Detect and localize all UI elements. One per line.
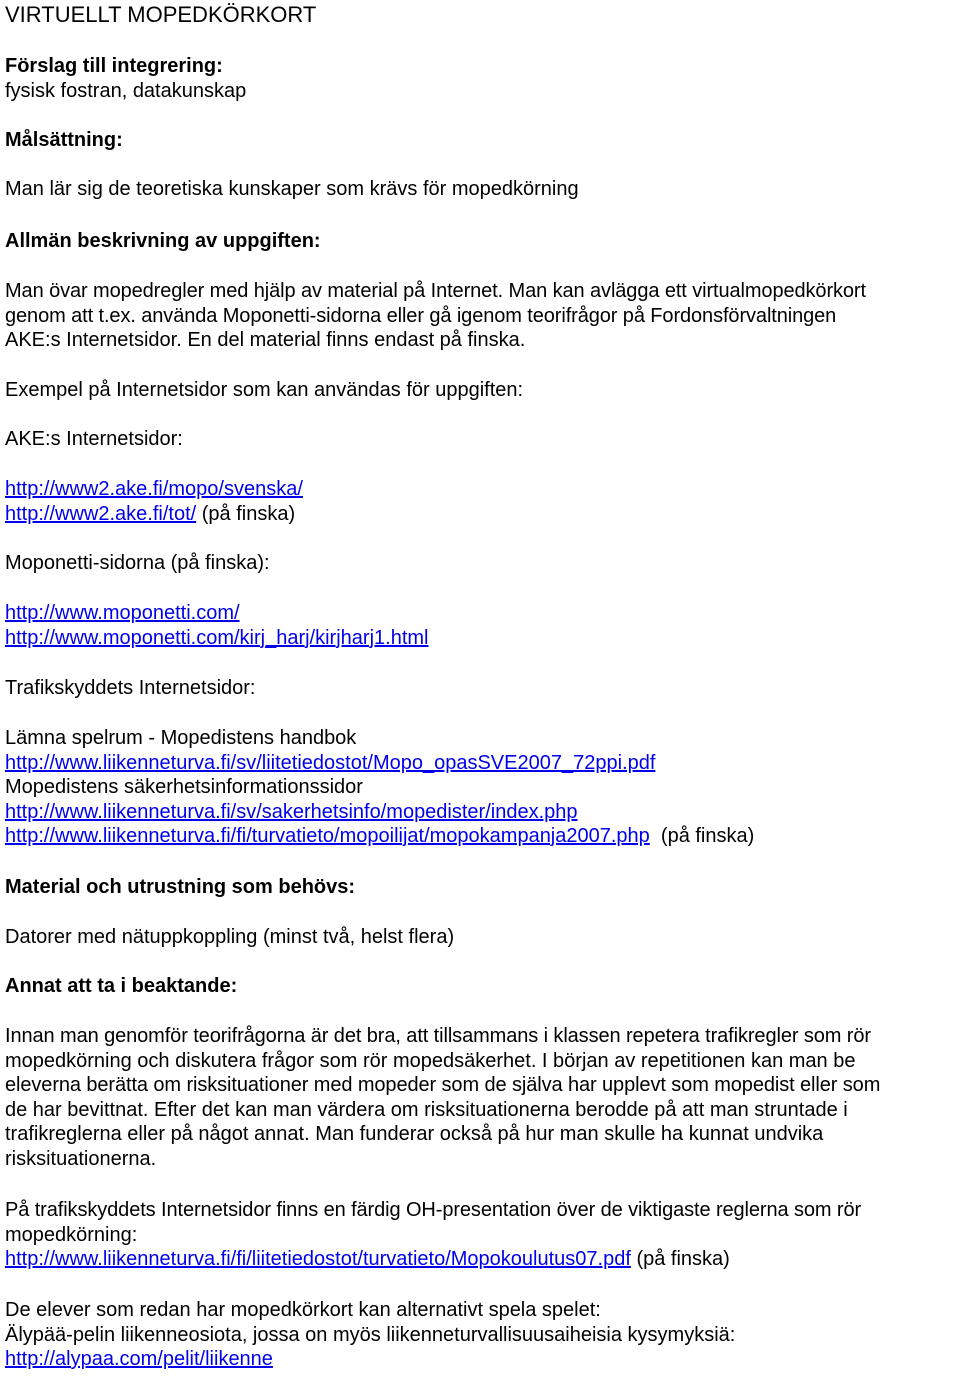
ake-label: AKE:s Internetsidor:: [5, 428, 183, 450]
oh-line: mopedkörning:: [5, 1223, 138, 1246]
integration-heading: Förslag till integrering:: [5, 55, 223, 77]
integration-text: fysisk fostran, datakunskap: [5, 79, 247, 102]
goal-section: [5, 128, 957, 153]
oh-link-suffix: (på finska): [630, 1248, 730, 1270]
goal-text-block: [5, 177, 957, 202]
campaign-link-suffix: (på finska): [649, 825, 755, 847]
description-line: Man övar mopedregler med hjälp av material på Internet. Man kan avlägga ett virtualmopedkörkort: [5, 280, 866, 302]
notes-line: risksituationerna.: [5, 1147, 157, 1170]
handbook-pdf-link[interactable]: http://www.liikenneturva.fi/sv/liitetiedostot/Mopo_opasSVE2007_72ppi.pdf: [5, 751, 656, 774]
goal-text: Man lär sig de teoretiska kunskaper som krävs för mopedkörning: [5, 178, 579, 200]
description-line: genom att t.ex. använda Moponetti-sidorna eller gå igenom teorifrågor på Fordonsförvaltningen: [5, 304, 837, 327]
ake-tot-link[interactable]: http://www2.ake.fi/tot/: [5, 502, 197, 525]
safety-pages-link[interactable]: http://www.liikenneturva.fi/sv/sakerhetsinfo/mopedister/index.php: [5, 800, 578, 823]
oh-presentation: [5, 1198, 957, 1272]
page-title: VIRTUELLT MOPEDKÖRKORT: [5, 2, 317, 27]
ake-mopo-link[interactable]: http://www2.ake.fi/mopo/svenska/: [5, 478, 303, 500]
moponetti-label: Moponetti-sidorna (på finska):: [5, 552, 270, 574]
oh-pdf-link[interactable]: http://www.liikenneturva.fi/fi/liitetiedostot/turvatieto/Mopokoulutus07.pdf: [5, 1248, 631, 1270]
trafikskyddet-label: Trafikskyddets Internetsidor:: [5, 677, 256, 699]
trafikskyddet-items: [5, 726, 957, 849]
ake-tot-suffix: (på finska): [196, 502, 296, 525]
game-line: Älypää-pelin liikenneosiota, jossa on myös liikenneturvallisuusaiheisia kysymyksiä:: [5, 1323, 736, 1346]
ake-label-block: [5, 427, 957, 452]
moponetti-home-link[interactable]: http://www.moponetti.com/: [5, 602, 240, 624]
ake-links: [5, 477, 957, 526]
examples-intro: Exempel på Internetsidor som kan användas för uppgiften:: [5, 379, 524, 401]
notes-heading-block: [5, 974, 957, 999]
description-heading-block: [5, 229, 957, 254]
notes-line: de har bevittnat. Efter det kan man värdera om risksituationerna berodde på att man struntade i: [5, 1098, 848, 1121]
alypaa-link[interactable]: http://alypaa.com/pelit/liikenne: [5, 1348, 273, 1370]
notes-line: eleverna berätta om risksituationer med mopeder som de själva har upplevt som mopedist eller som: [5, 1074, 881, 1096]
moponetti-links: [5, 601, 957, 650]
game-section: [5, 1298, 957, 1372]
safety-pages-title: Mopedistens säkerhetsinformationssidor: [5, 776, 363, 798]
handbook-title: Lämna spelrum - Mopedistens handbok: [5, 727, 357, 749]
materials-text-block: [5, 925, 957, 950]
materials-heading-block: [5, 875, 957, 900]
examples-intro-block: [5, 378, 957, 403]
trafikskyddet-label-block: [5, 676, 957, 701]
goal-heading: Målsättning:: [5, 129, 123, 151]
description-heading: Allmän beskrivning av uppgiften:: [5, 230, 321, 252]
game-line: De elever som redan har mopedkörkort kan alternativt spela spelet:: [5, 1299, 601, 1321]
description-body: [5, 279, 957, 353]
oh-line: På trafikskyddets Internetsidor finns en färdig OH-presentation över de viktigaste reglerna som rör: [5, 1199, 862, 1221]
materials-text: Datorer med nätuppkoppling (minst två, helst flera): [5, 926, 455, 948]
campaign-link[interactable]: http://www.liikenneturva.fi/fi/turvatieto/mopoilijat/mopokampanja2007.php: [5, 825, 650, 847]
notes-heading: Annat att ta i beaktande:: [5, 975, 238, 997]
integration-section: [5, 54, 957, 103]
materials-heading: Material och utrustning som behövs:: [5, 876, 356, 898]
notes-line: mopedkörning och diskutera frågor som rör mopedsäkerhet. I början av repetitionen kan man be: [5, 1049, 856, 1072]
moponetti-label-block: [5, 551, 957, 576]
notes-line: Innan man genomför teorifrågorna är det bra, att tillsammans i klassen repetera trafikregler som rör: [5, 1025, 871, 1047]
moponetti-kirjharj-link[interactable]: http://www.moponetti.com/kirj_harj/kirjharj1.html: [5, 626, 429, 649]
notes-paragraph: [5, 1024, 957, 1171]
description-line: AKE:s Internetsidor. En del material finns endast på finska.: [5, 329, 526, 351]
notes-line: trafikreglerna eller på något annat. Man funderar också på hur man skulle ha kunnat undvika: [5, 1123, 824, 1145]
